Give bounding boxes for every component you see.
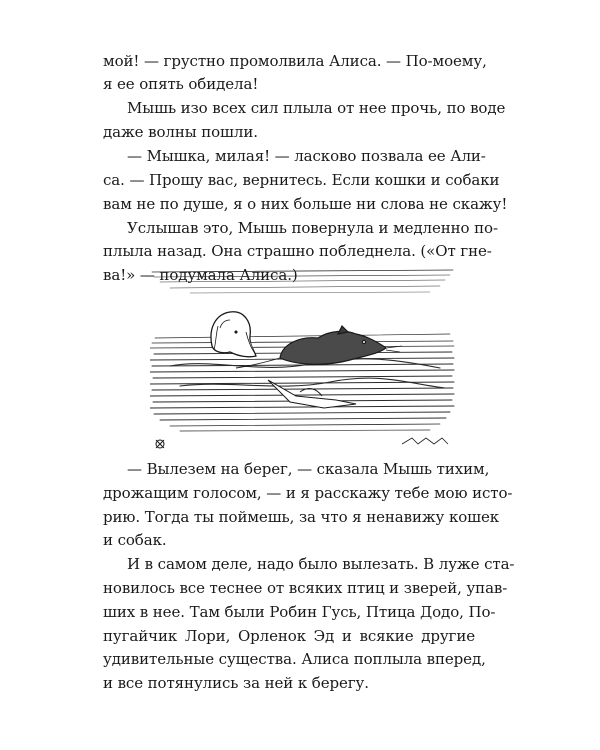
text-line: ва!» — подумала Алиса.) [103,266,298,284]
illustrator-monogram-icon [156,440,164,448]
text-line: рию. Тогда ты поймешь, за что я ненавижу кошек [103,508,500,526]
text-line: удивительные существа. Алиса поплыла вперед, [103,650,486,668]
alice-figure [211,312,256,357]
illustration-alice-and-mouse-swimming [150,268,455,450]
text-line: мой! — грустно промолвила Алиса. — По-моему, [103,52,487,70]
text-line: я ее опять обидела! [103,75,259,93]
text-line: — Мышка, милая! — ласково позвала ее Али- [127,147,486,165]
text-line: даже волны пошли. [103,123,258,141]
text-line: дрожащим голосом, — и я расскажу тебе мою исто- [103,484,513,502]
text-line: Мышь изо всех сил плыла от нее прочь, по воде [127,99,506,117]
engraver-signature-icon [402,438,448,444]
text-line: пугайчик Лори, Орленок Эд и всякие другие [103,627,475,645]
text-line: — Вылезем на берег, — сказала Мышь тихим, [127,460,490,478]
text-line: и все потянулись за ней к берегу. [103,674,369,692]
text-line: Услышав это, Мышь повернула и медленно по- [127,219,498,237]
text-line: вам не по душе, я о них больше ни слова не скажу! [103,195,508,213]
text-line: са. — Прошу вас, вернитесь. Если кошки и собаки [103,171,500,189]
text-line: и собак. [103,531,167,549]
text-line: ших в нее. Там были Робин Гусь, Птица Додо, По- [103,603,496,621]
text-line: плыла назад. Она страшно побледнела. («От гне- [103,242,492,260]
text-line: И в самом деле, надо было вылезать. В луже ста- [127,555,515,573]
text-line: новилось все теснее от всяких птиц и зверей, упав- [103,579,508,597]
